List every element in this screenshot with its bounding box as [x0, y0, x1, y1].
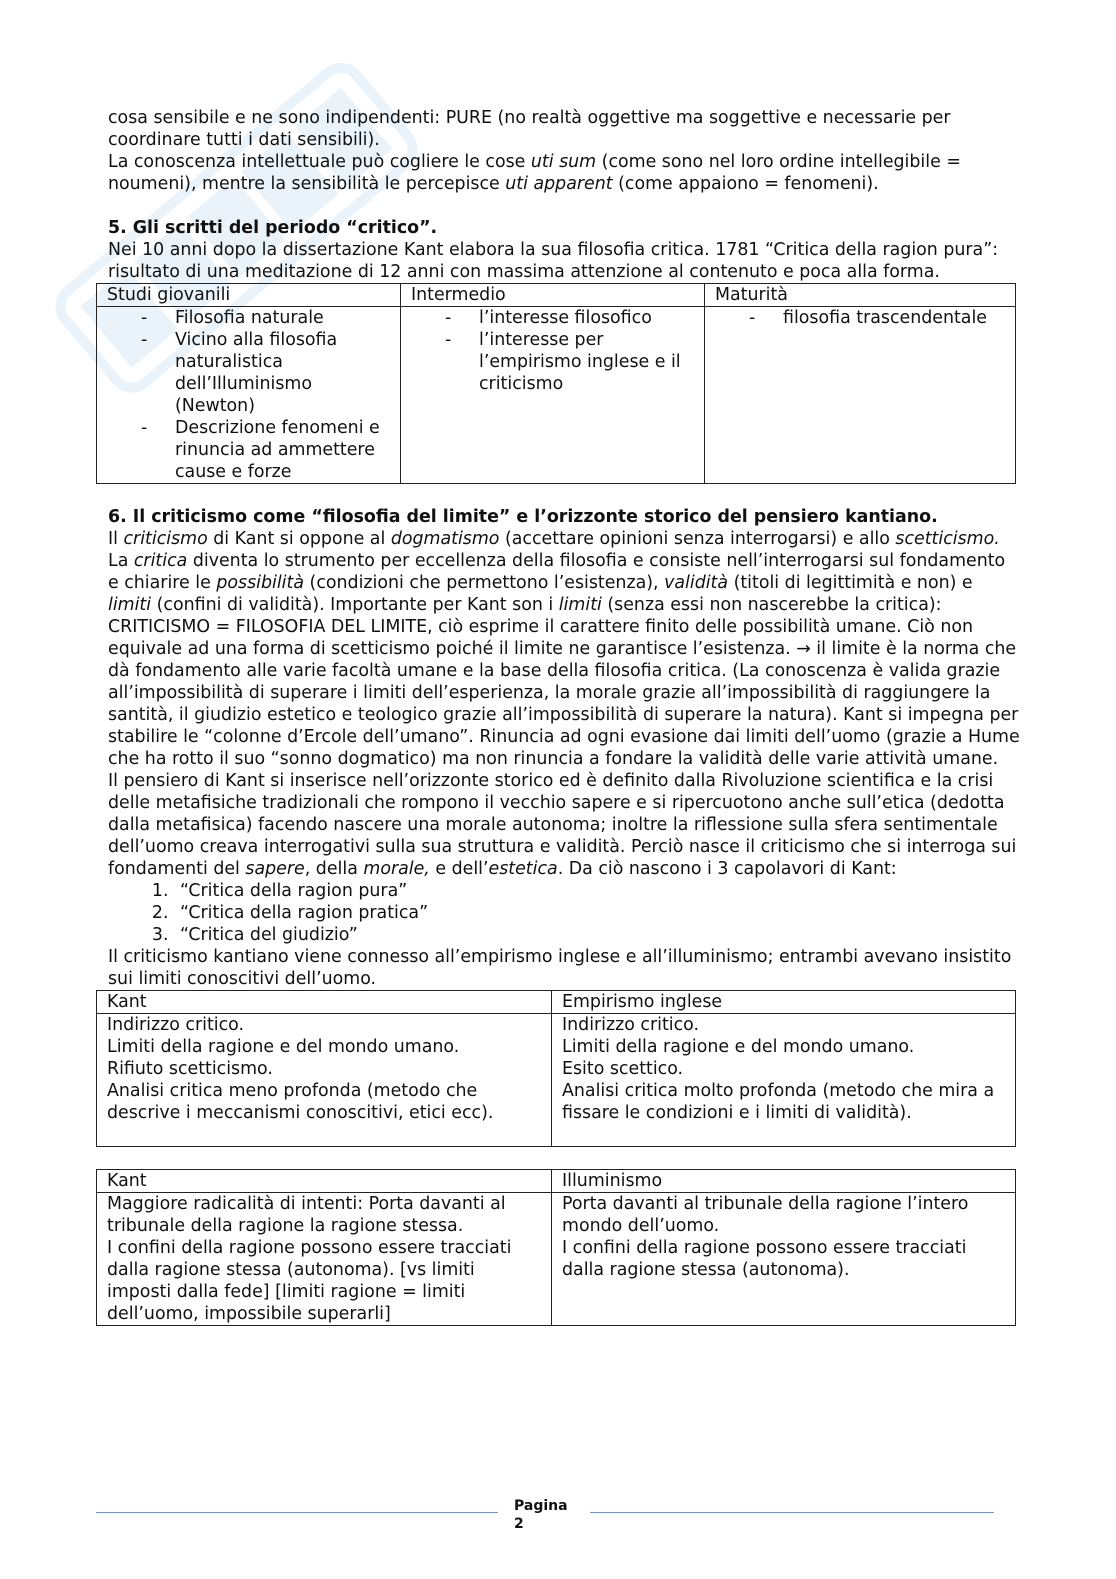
cell-line: Limiti della ragione e del mondo umano.	[562, 1037, 915, 1057]
intro-paragraph-2: La conoscenza intellettuale può cogliere le cose uti sum (come sono nel loro ordine intellegibile = noumeni), mentre la sensibilità le percepisce uti apparent (come appaiono = fenomeni).	[108, 152, 961, 194]
list-item: 3. “Critica del giudizio”	[174, 924, 1020, 946]
works-list	[108, 880, 1020, 946]
section-6-title: 6. Il criticismo come “filosofia del limite” e l’orizzonte storico del pensiero kantiano.	[108, 507, 938, 527]
section-6-paragraph-3: Il criticismo kantiano viene connesso all’empirismo inglese e all’illuminismo; entrambi avevano insistito sui limiti conoscitivi dell’uomo.	[108, 947, 1012, 989]
cell-line: Indirizzo critico.	[107, 1015, 245, 1035]
table-header: Intermedio	[401, 284, 705, 307]
table-cell	[705, 307, 1016, 484]
list-item: - Vicino alla filosofia naturalistica dell’Illuminismo (Newton)	[107, 329, 390, 417]
list-item: 2. “Critica della ragion pratica”	[174, 902, 1020, 924]
cell-line: Limiti della ragione e del mondo umano.	[107, 1037, 460, 1057]
table-cell	[97, 1193, 552, 1326]
table-cell	[552, 1014, 1016, 1147]
cell-line: Analisi critica meno profonda (metodo che descrive i meccanismi conoscitivi, etici ecc).	[107, 1081, 494, 1123]
cell-line: I confini della ragione possono essere tracciati dalla ragione stessa (autonoma).	[562, 1238, 967, 1280]
periods-table	[96, 283, 1016, 484]
cell-line: Rifiuto scetticismo.	[107, 1059, 273, 1079]
cell-line: Esito scettico.	[562, 1059, 684, 1079]
footer-rule	[96, 1512, 498, 1513]
list-item: 1. “Critica della ragion pura”	[174, 880, 1020, 902]
cell-line: Porta davanti al tribunale della ragione l’intero mondo dell’uomo.	[562, 1194, 969, 1236]
section-5-title: 5. Gli scritti del periodo “critico”.	[108, 218, 438, 238]
section-6-paragraph-1: Il criticismo di Kant si oppone al dogmatismo (accettare opinioni senza interrogarsi) e allo scetticismo. La critica diventa lo strumento per eccellenza della filosofia e consiste nell’interrogarsi sul fondamento e chiarire le possibilità (condizioni che permettono l’esistenza), validità (titoli di legittimità e non) e limiti (confini di validità). Importante per Kant son i limiti (senza essi non nascerebbe la critica): CRITICISMO = FILOSOFIA DEL LIMITE, ciò esprime il carattere finito delle possibilità umane. Ciò non equivale ad una forma di scetticismo poiché il limite ne garantisce l’esistenza. → il limite è la norma che dà fondamento alle varie facoltà umane e la base della filosofia critica. (La conoscenza è valida grazie all’impossibilità di superare i limiti dell’esperienza, la morale grazie all’impossibilità di raggiungere la santità, il giudizio estetico e teologico grazie all’impossibilità di superare la natura). Kant si impegna per stabilire le “colonne d’Ercole dell’umano”. Rinuncia ad ogni evasione dai limiti dell’uomo (grazie a Hume che ha rotto il suo “sonno dogmatico) ma non rinuncia a fondare la validità delle varie attività umane.	[108, 529, 1020, 769]
section-6-paragraph-2: Il pensiero di Kant si inserisce nell’orizzonte storico ed è definito dalla Rivoluzione scientifica e la crisi delle metafisiche tradizionali che rompono il vecchio sapere e si ripercuotono anche sull’etica (dedotta dalla metafisica) facendo nascere una morale autonoma; inoltre la riflessione sulla sfera sentimentale dell’uomo creava interrogativi sulla sua struttura e validità. Perciò nasce il criticismo che si interroga sui fondamenti del sapere, della morale, e dell’estetica. Da ciò nascono i 3 capolavori di Kant:	[108, 771, 1017, 879]
intro-paragraph: cosa sensibile e ne sono indipendenti: PURE (no realtà oggettive ma soggettive e necessarie per coordinare tutti i dati sensibili).	[108, 108, 951, 150]
cell-line: Analisi critica molto profonda (metodo che mira a fissare le condizioni e i limiti di validità).	[562, 1081, 995, 1123]
table-header: Maturità	[705, 284, 1016, 307]
table-cell	[97, 1014, 552, 1147]
table-cell	[97, 307, 401, 484]
cell-line: Maggiore radicalità di intenti: Porta davanti al tribunale della ragione la ragione stessa.	[107, 1194, 506, 1236]
list-item: - Filosofia naturale	[107, 307, 390, 329]
footer-rule	[590, 1512, 994, 1513]
table-cell	[401, 307, 705, 484]
page-number: Pagina 2	[514, 1498, 568, 1532]
kant-empirismo-table	[96, 990, 1016, 1147]
list-item: - filosofia trascendentale	[715, 307, 1005, 329]
kant-illuminismo-table	[96, 1169, 1016, 1326]
cell-line: I confini della ragione possono essere tracciati dalla ragione stessa (autonoma). [vs limiti imposti dalla fede] [limiti ragione = limiti dell’uomo, impossibile superarli]	[107, 1238, 512, 1324]
table-header: Illuminismo	[552, 1170, 1016, 1193]
document-page	[108, 107, 1020, 1326]
list-item: - l’interesse filosofico	[411, 307, 694, 329]
section-5-text: Nei 10 anni dopo la dissertazione Kant elabora la sua filosofia critica. 1781 “Critica della ragion pura”: risultato di una meditazione di 12 anni con massima attenzione al contenuto e poca alla forma.	[108, 240, 999, 282]
cell-line: Indirizzo critico.	[562, 1015, 700, 1035]
table-header: Kant	[97, 991, 552, 1014]
table-header: Studi giovanili	[97, 284, 401, 307]
list-item: - Descrizione fenomeni e rinuncia ad ammettere cause e forze	[107, 417, 390, 483]
list-item: - l’interesse per l’empirismo inglese e il criticismo	[411, 329, 694, 395]
table-header: Empirismo inglese	[552, 991, 1016, 1014]
table-cell	[552, 1193, 1016, 1326]
page-footer	[0, 1495, 1116, 1535]
table-header: Kant	[97, 1170, 552, 1193]
